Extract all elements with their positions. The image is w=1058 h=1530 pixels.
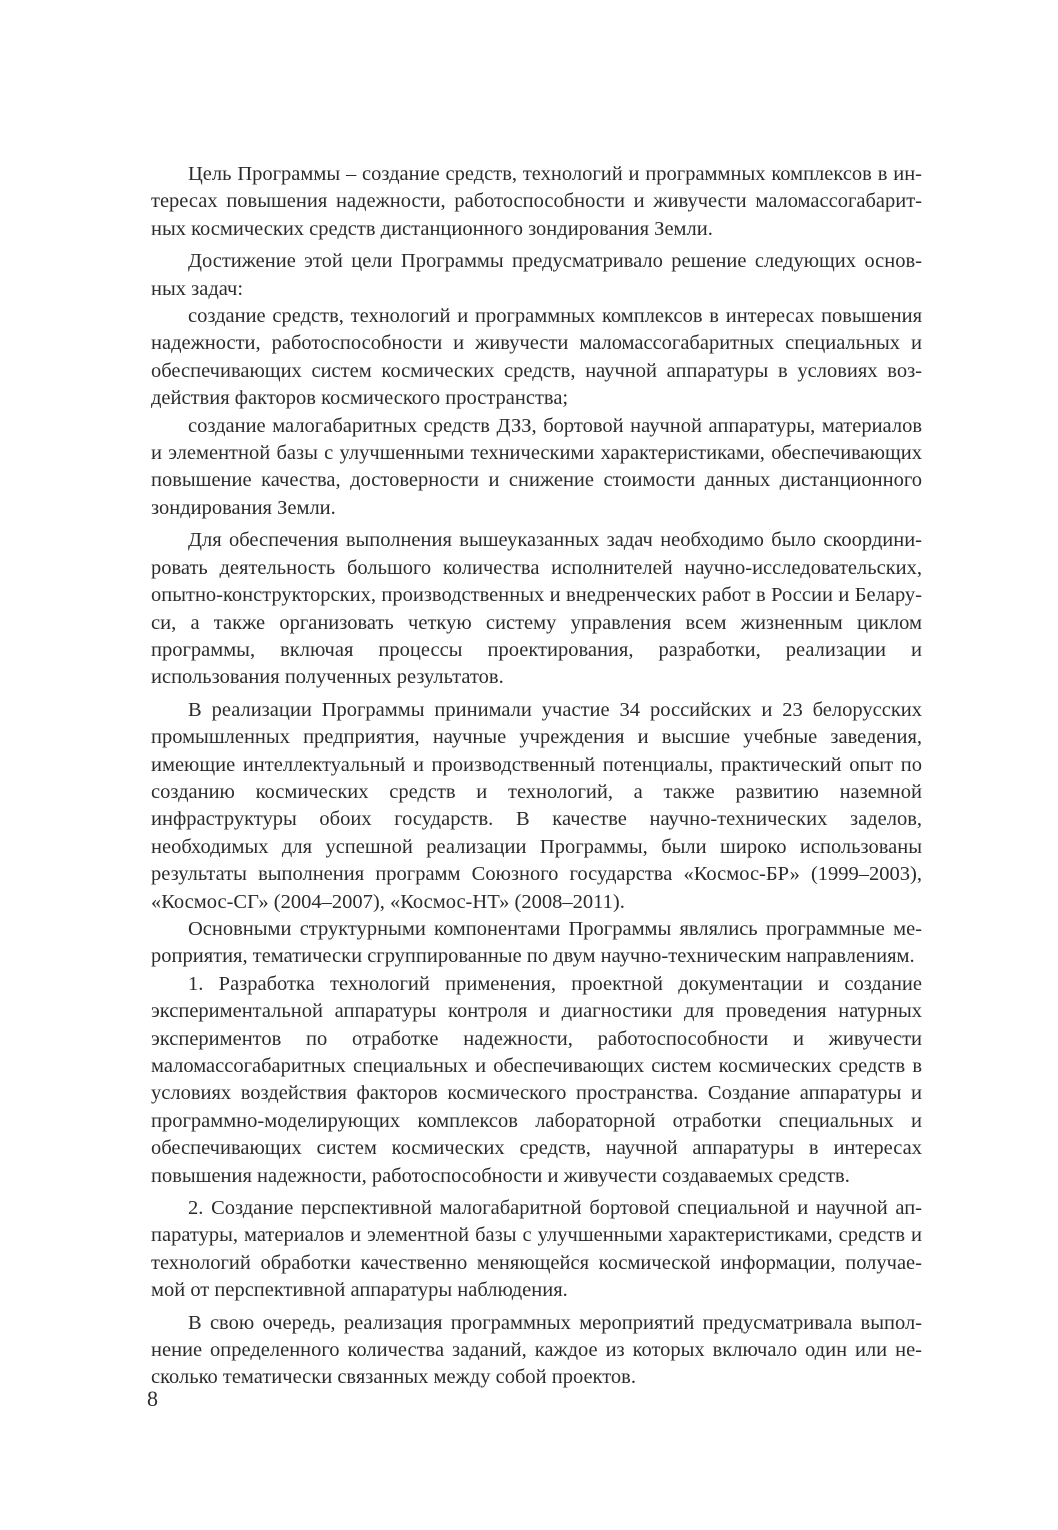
paragraph-participants: В реализации Программы принимали участие 34 российских и 23 белорусских промышленных предприятия, научные учреждения и высшие учебные заведения, имеющие интеллектуальный и производственный потенциалы, практический опыт по созданию космических средств и технологий, а также развитию наземной инфраструктуры обоих государств. В качестве научно-технических заделов, необходимых для успешной реализации Программы, были широко использованы результаты выполнения программ Союзного государства «Космос-БР» (1999–2003), «Космос-СГ» (2004–2007), «Космос-НТ» (2008–2011). [151, 698, 922, 913]
paragraph-components: Основными структурными компонентами Программы являлись программные мероприятия, тематически сгруппированные по двум научно-техническим направлениям. [151, 917, 922, 968]
paragraph-goal: Цель Программы – создание средств, технологий и программных комплексов в интересах повышения надежности, работоспособности и живучести маломассогабаритных космических средств дистанционного зондирования Земли. [151, 163, 922, 240]
paragraph-task-2: создание малогабаритных средств ДЗЗ, бортовой научной аппаратуры, материалов и элементной базы с улучшенными техническими характеристиками, обеспечивающих повышение качества, достоверности и снижение стоимости данных дистанционного зондирования Земли. [151, 414, 922, 519]
paragraph-tasks-intro: Достижение этой цели Программы предусматривало решение следующих основных задач: [151, 250, 922, 300]
paragraph-direction-2: 2. Создание перспективной малогабаритной бортовой специальной и научной аппаратуры, материалов и элементной базы с улучшенными характеристиками, средств и технологий обработки качественно меняющейся космической информации, получаемой от перспективной аппаратуры наблюдения. [151, 1197, 922, 1302]
paragraph-coordination: Для обеспечения выполнения вышеуказанных задач необходимо было скоординировать деятельность большого количества исполнителей научно-исследовательских, опытно-конструкторских, производственных и внедренческих работ в России и Беларуси, а также организовать четкую систему управления всем жизненным циклом программы, включая процессы проектирования, разработки, реализации и использования полученных результатов. [151, 529, 922, 689]
paragraph-implementation: В свою очередь, реализация программных мероприятий предусматривала выполнение определенного количества заданий, каждое из которых включало один или несколько тематически связанных между собой проектов. [151, 1311, 922, 1389]
paragraph-direction-1: 1. Разработка технологий применения, проектной документации и создание экспериментальной аппаратуры контроля и диагностики для проведения натурных экспериментов по отработке надежности, работоспособности и живучести маломассогабаритных специальных и обеспечивающих систем космических средств в условиях воздействия факторов космического пространства. Создание аппаратуры и программно-моделирующих комплексов лабораторной отработки специальных и обеспечивающих систем космических средств, научной аппаратуры в интересах повышения надежности, работоспособности и живучести создаваемых средств. [151, 972, 922, 1187]
page-number: 8 [147, 1386, 158, 1411]
paragraph-task-1: создание средств, технологий и программных комплексов в интересах повышения надежности, работоспособности и живучести маломассогабаритных специальных и обеспечивающих систем космических средств, научной аппаратуры в условиях воздействия факторов космического пространства; [151, 305, 922, 410]
body-text [151, 161, 922, 1392]
